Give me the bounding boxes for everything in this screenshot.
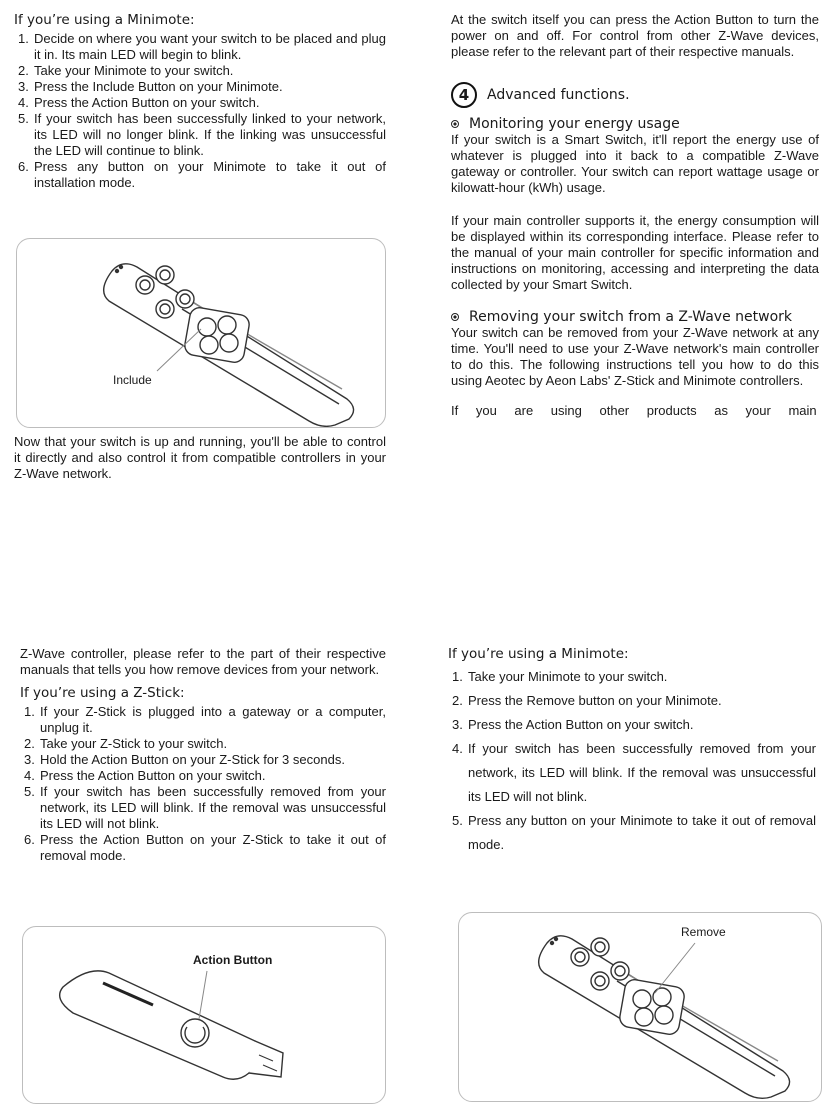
intro-paragraph: At the switch itself you can press the Action Button to turn the power on and off. For control from other Z-Wave devices, please refer to the relevant part of their respective manuals. bbox=[451, 12, 819, 59]
top-left-closing bbox=[14, 434, 386, 482]
section-number-badge: 4 bbox=[451, 82, 477, 108]
subsection-remove-title: Removing your switch from a Z-Wave network bbox=[451, 309, 819, 325]
list-item: 1. Decide on where you want your switch to be placed and plug it in. Its main LED will begin to blink. bbox=[18, 31, 386, 62]
zstick-heading: If you’re using a Z-Stick: bbox=[20, 685, 185, 701]
list-item: 5. Press any button on your Minimote to take it out of removal mode. bbox=[452, 813, 816, 852]
closing-paragraph: Now that your switch is up and running, you'll be able to control it directly and also control it from compatible controllers in your Z-Wave network. bbox=[14, 434, 386, 481]
list-item: 3. Press the Action Button on your switch. bbox=[452, 717, 694, 732]
section-title-text: Advanced functions. bbox=[487, 87, 630, 103]
minimote-include-figure bbox=[16, 238, 386, 428]
zstick-steps-list bbox=[20, 704, 386, 864]
minimote-include-heading: If you’re using a Minimote: bbox=[14, 12, 195, 28]
zstick-figure bbox=[22, 926, 386, 1104]
minimote-remove-illustration bbox=[459, 913, 821, 1101]
energy-paragraph-2: If your main controller supports it, the energy consumption will be displayed within its corresponding interface. Please refer to the manual of your main controller for specific information and instructions on monitoring, accessing and interpreting the data collected by your Smart Switch. bbox=[451, 213, 819, 292]
list-item: 2. Take your Z-Stick to your switch. bbox=[24, 736, 228, 751]
remove-button-label: Remove bbox=[681, 925, 726, 939]
action-button-label: Action Button bbox=[193, 953, 273, 967]
remove-paragraph-2: If you are using other products as your main bbox=[451, 403, 817, 418]
list-item: 1. If your Z-Stick is plugged into a gateway or a computer, unplug it. bbox=[24, 704, 386, 735]
list-item: 6. Press any button on your Minimote to take it out of installation mode. bbox=[18, 159, 386, 190]
continuation-paragraph: Z-Wave controller, please refer to the part of their respective manuals that tells you how remove devices from your network. bbox=[20, 646, 386, 677]
list-item: 1. Take your Minimote to your switch. bbox=[452, 669, 668, 684]
bullet-icon bbox=[451, 120, 459, 128]
list-item: 6. Press the Action Button on your Z-Stick to take it out of removal mode. bbox=[24, 832, 386, 863]
include-button-label: Include bbox=[113, 373, 152, 387]
list-item: 3. Hold the Action Button on your Z-Stick for 3 seconds. bbox=[24, 752, 345, 767]
list-item: 5. If your switch has been successfully removed from your network, its LED will blink. If the removal was unsuccessful its LED will not blink. bbox=[24, 784, 386, 831]
remove-paragraph-1: Your switch can be removed from your Z-Wave network at any time. You'll need to use your Z-Wave network's main controller to do this. The following instructions tell you how to do this using Aeotec by Aeon Labs' Z-Stick and Minimote controllers. bbox=[451, 325, 819, 388]
list-item: 4. Press the Action Button on your switch. bbox=[18, 95, 260, 110]
list-item: 2. Take your Minimote to your switch. bbox=[18, 63, 234, 78]
top-right-column bbox=[451, 12, 819, 419]
remove-steps-list bbox=[448, 665, 816, 857]
minimote-remove-figure bbox=[458, 912, 822, 1102]
bottom-left-column bbox=[20, 646, 386, 864]
list-item: 5. If your switch has been successfully linked to your network, its LED will no longer blink. If the linking was unsuccessful the LED will continue to blink. bbox=[18, 111, 386, 158]
subsection-energy-title: Monitoring your energy usage bbox=[451, 116, 819, 132]
list-item: 2. Press the Remove button on your Minimote. bbox=[452, 693, 722, 708]
include-steps-list bbox=[14, 31, 386, 191]
minimote-include-illustration bbox=[17, 239, 385, 427]
section-title bbox=[451, 82, 819, 108]
list-item: 4. If your switch has been successfully removed from your network, its LED will blink. If the removal was unsuccessful its LED will not blink. bbox=[452, 741, 816, 804]
energy-paragraph-1: If your switch is a Smart Switch, it'll report the energy use of whatever is plugged into it back to a compatible Z-Wave gateway or controller. Your switch can report wattage usage or kilowatt-hour (kWh) usage. bbox=[451, 132, 819, 195]
list-item: 3. Press the Include Button on your Minimote. bbox=[18, 79, 283, 94]
minimote-remove-heading: If you’re using a Minimote: bbox=[448, 646, 629, 662]
list-item: 4. Press the Action Button on your switch. bbox=[24, 768, 266, 783]
top-left-column bbox=[14, 12, 386, 191]
bottom-right-column bbox=[448, 646, 816, 857]
bullet-icon bbox=[451, 313, 459, 321]
